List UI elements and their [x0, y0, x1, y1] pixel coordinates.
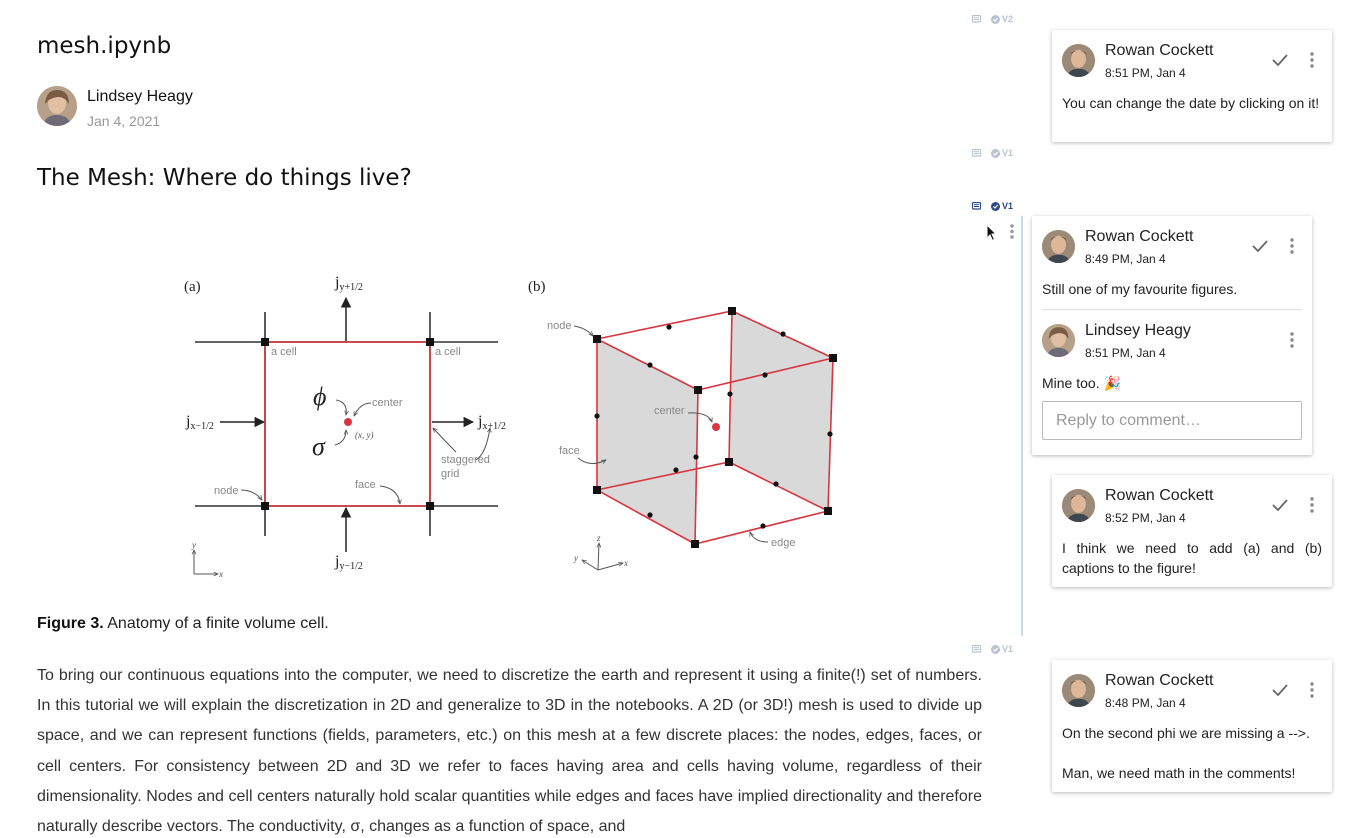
section-heading: The Mesh: Where do things live? [37, 165, 412, 191]
caption-label: Figure 3. [37, 615, 104, 632]
more-vert-icon[interactable] [1006, 222, 1018, 242]
author-name[interactable]: Lindsey Heagy [87, 88, 193, 105]
party-popper-icon: 🎉 [1103, 375, 1121, 391]
avatar[interactable] [1042, 324, 1075, 357]
grid-label: grid [441, 468, 460, 480]
avatar[interactable] [1062, 674, 1095, 707]
figure-caption [37, 615, 329, 633]
resolve-check-icon[interactable] [1272, 54, 1288, 66]
more-vert-icon[interactable] [1290, 238, 1294, 254]
avatar[interactable] [1062, 489, 1095, 522]
figure-panel-b [528, 279, 837, 570]
comment-timestamp[interactable]: 8:48 PM, Jan 4 [1105, 696, 1186, 710]
avatar[interactable] [1042, 230, 1075, 263]
comment-text: You can change the date by clicking on it! [1062, 95, 1320, 111]
version-marker[interactable] [972, 148, 1013, 158]
axis-z-label-b: z [597, 533, 601, 543]
phi-symbol: ϕ [313, 382, 327, 411]
flux-right-label: jx+1/2 [478, 413, 506, 432]
more-vert-icon[interactable] [1290, 332, 1294, 348]
resolve-check-icon[interactable] [1272, 684, 1288, 696]
node-label-a: node [214, 485, 239, 497]
comment-author: Rowan Cockett [1105, 487, 1214, 504]
check-circle-icon [991, 645, 1000, 654]
axis-y-label-a: y [192, 540, 196, 550]
more-vert-icon[interactable] [1310, 682, 1314, 698]
version-label: V2 [1002, 14, 1014, 24]
comment-card[interactable] [1052, 660, 1332, 792]
mesh-figure [180, 262, 850, 582]
comment-text: I think we need to add (a) and (b) captions to the figure! [1062, 540, 1322, 576]
reply-input[interactable] [1042, 401, 1302, 440]
mouse-cursor-icon [986, 224, 998, 242]
axis-x-label-a: x [219, 569, 223, 579]
comment-timestamp[interactable]: 8:49 PM, Jan 4 [1085, 252, 1166, 266]
reply-text [1042, 373, 1302, 393]
xy-label: (x, y) [355, 430, 374, 440]
figure-panel-a [184, 274, 506, 579]
author-block [37, 86, 193, 129]
face-label-a: face [355, 479, 376, 491]
comment-card[interactable] [1052, 30, 1332, 142]
more-vert-icon[interactable] [1310, 497, 1314, 513]
check-circle-icon [991, 202, 1000, 211]
comment-icon[interactable] [972, 645, 981, 654]
comment-icon[interactable] [972, 202, 981, 211]
node-marker [261, 338, 269, 346]
comment-thread-active[interactable] [1032, 216, 1312, 455]
thread-indicator-line [1021, 216, 1023, 636]
version-label: V1 [1002, 644, 1014, 654]
author-date: Jan 4, 2021 [87, 113, 161, 129]
reply-text-content: Mine too. [1042, 375, 1100, 391]
node-marker [426, 338, 434, 346]
comment-author: Rowan Cockett [1105, 672, 1214, 689]
notebook-title: mesh.ipynb [37, 33, 172, 59]
center-label-a: center [372, 397, 403, 409]
author-avatar[interactable] [37, 86, 77, 126]
comment-icon[interactable] [972, 149, 981, 158]
more-vert-icon[interactable] [1310, 52, 1314, 68]
comment-author: Rowan Cockett [1105, 42, 1214, 59]
flux-top-label: jy+1/2 [335, 274, 363, 293]
caption-text: Anatomy of a finite volume cell. [103, 615, 329, 632]
comment-timestamp[interactable]: 8:52 PM, Jan 4 [1105, 511, 1186, 525]
cube-face-left [597, 339, 698, 544]
comment-text: On the second phi we are missing a -->. [1062, 725, 1310, 741]
check-circle-icon [991, 15, 1000, 24]
panel-b-label: (b) [528, 279, 546, 295]
cell-label-left: a cell [271, 346, 297, 358]
panel-a-label: (a) [184, 279, 201, 295]
resolve-check-icon[interactable] [1252, 240, 1268, 252]
version-marker[interactable] [972, 644, 1013, 654]
node-label-b: node [547, 320, 572, 332]
node-marker [261, 502, 269, 510]
comment-timestamp[interactable]: 8:51 PM, Jan 4 [1105, 66, 1186, 80]
comment-text: Still one of my favourite figures. [1042, 281, 1238, 297]
version-marker-active[interactable] [972, 201, 1013, 211]
comment-card[interactable] [1052, 475, 1332, 587]
reply-timestamp[interactable]: 8:51 PM, Jan 4 [1085, 346, 1166, 360]
axis-x-label-b: x [624, 558, 628, 568]
flux-bottom-label: jy−1/2 [335, 553, 363, 572]
flux-left-label: jx−1/2 [186, 413, 214, 432]
reply [1032, 310, 1312, 380]
cube-face-right [729, 311, 833, 511]
edge-label-b: edge [771, 537, 796, 549]
avatar[interactable] [1062, 44, 1095, 77]
face-label-b: face [559, 445, 580, 457]
cell-label-right: a cell [435, 346, 461, 358]
cell-center-dot [344, 418, 352, 426]
staggered-label: staggered [441, 454, 490, 466]
sigma-symbol: σ [312, 432, 325, 461]
version-label: V1 [1002, 148, 1014, 158]
center-label-b: center [654, 405, 685, 417]
cube-center-dot [712, 423, 720, 431]
resolve-check-icon[interactable] [1272, 499, 1288, 511]
reply-author: Lindsey Heagy [1085, 322, 1191, 339]
version-label: V1 [1002, 201, 1014, 211]
node-marker [426, 502, 434, 510]
version-marker[interactable] [972, 14, 1013, 24]
axis-y-label-b: y [574, 553, 578, 563]
comment-text-line2: Man, we need math in the comments! [1062, 765, 1296, 781]
comment-author: Rowan Cockett [1085, 228, 1194, 245]
comment-icon[interactable] [972, 15, 981, 24]
check-circle-icon [991, 149, 1000, 158]
body-paragraph: To bring our continuous equations into the computer, we need to discretize the earth and represent it using a finite(!) set of numbers. In this tutorial we will explain the discretization in 2D and generalize to 3D in the notebooks. A 2D (or 3D!) mesh is used to divide up space, and we can represent functions (fields, parameters, etc.) on this mesh at a few discrete places: the nodes, edges, faces, or cell centers. For consistency between 2D and 3D we refer to faces having area and cells having volume, regardless of their dimensionality. Nodes and cell centers naturally hold scalar quantities while edges and faces have implied directionality and therefore naturally describe vectors. The conductivity, σ, changes as a function of space, and [37, 667, 982, 836]
